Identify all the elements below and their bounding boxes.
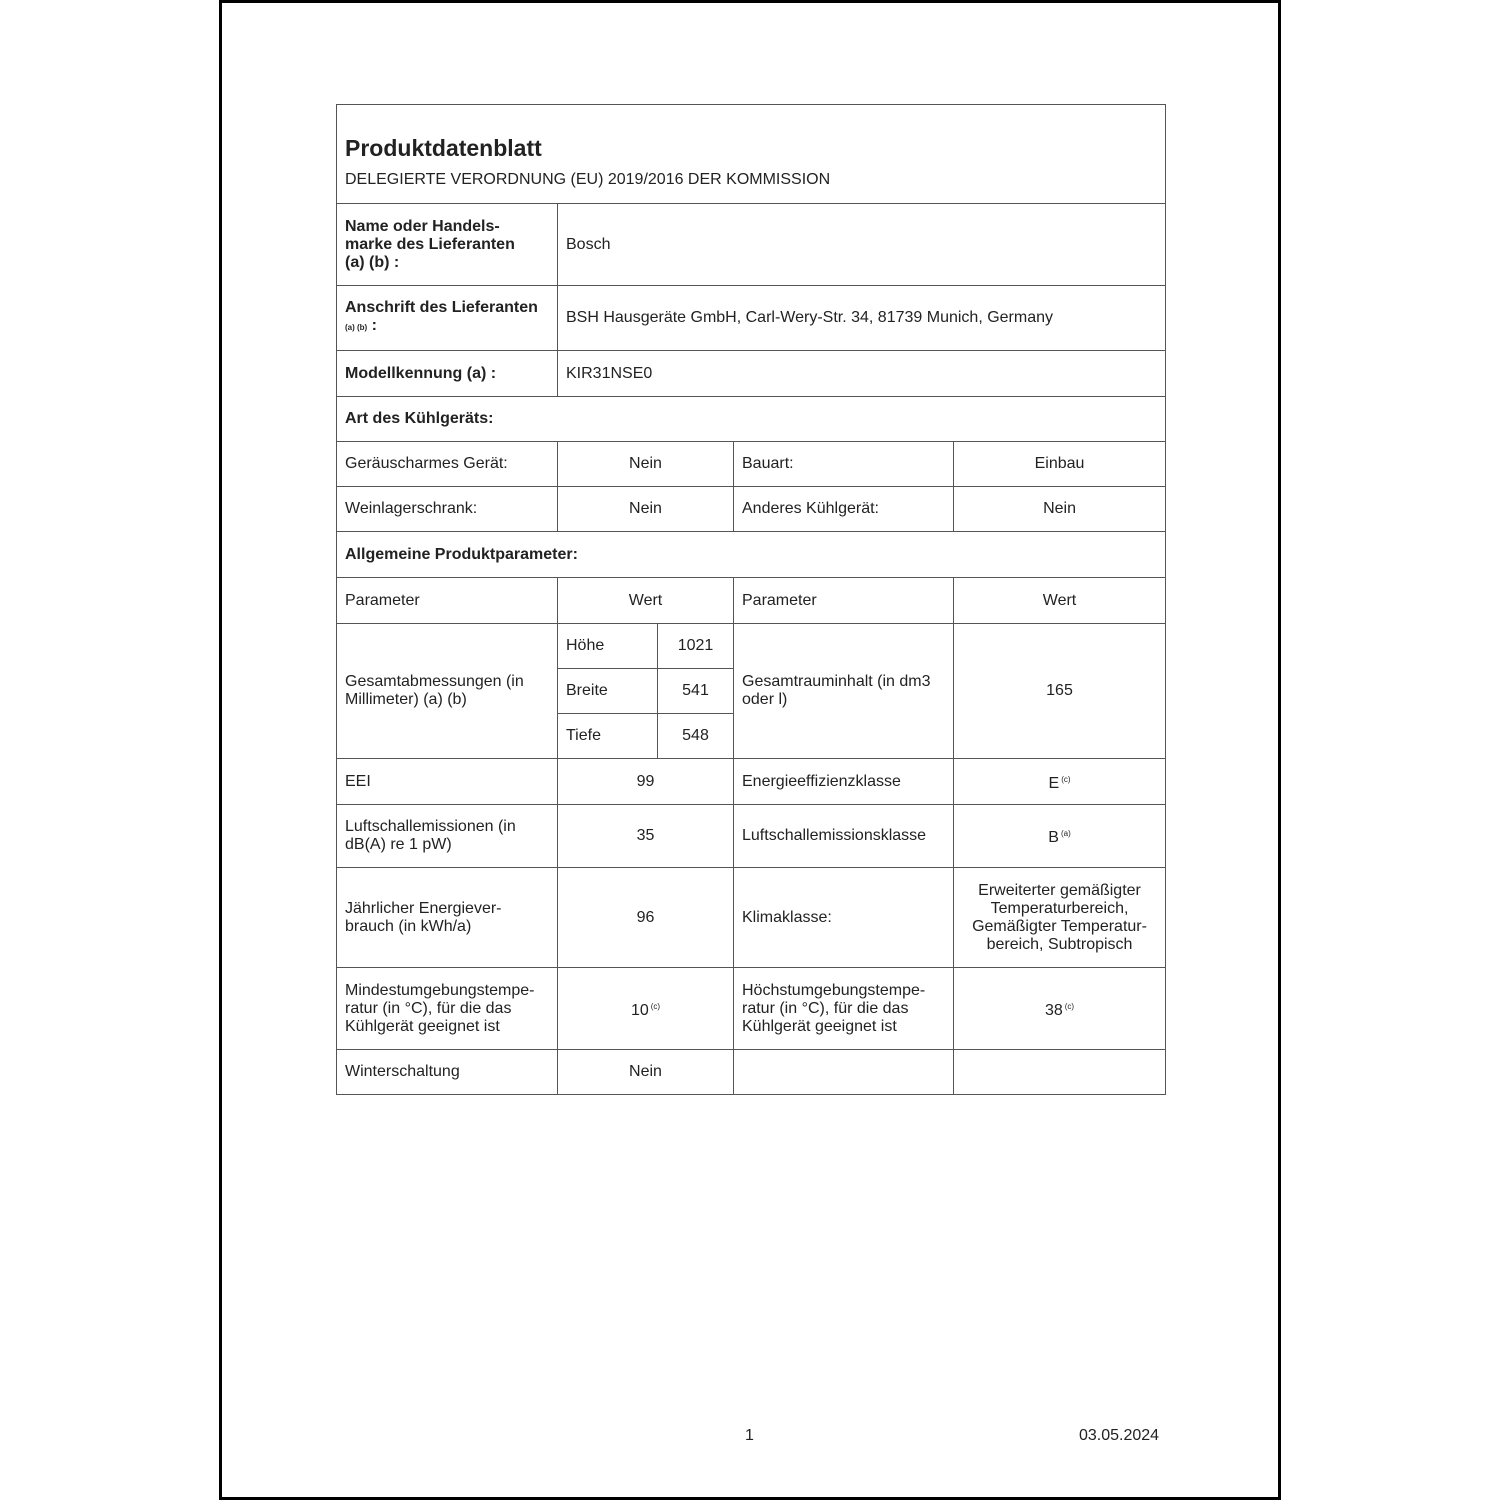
energy-class: E — [1048, 774, 1060, 792]
supplier-address-value: BSH Hausgeräte GmbH, Carl-Wery-Str. 34, 81739 Munich, Germany — [558, 286, 1166, 351]
page-title: Produktdatenblatt — [337, 105, 1166, 158]
value-line: bereich, Subtropisch — [986, 935, 1133, 953]
energy-consumption-label — [337, 868, 558, 968]
energy-class-label: Energieeffizienzklasse — [734, 759, 954, 805]
label-line: Name oder Handels- — [345, 217, 500, 235]
type-label: Anderes Kühlgerät: — [734, 487, 954, 532]
column-header: Parameter — [734, 578, 954, 624]
label-line: ratur (in °C), für die das — [345, 999, 512, 1017]
product-data-sheet — [336, 104, 1165, 1095]
noise-label — [337, 805, 558, 868]
noise-class: B — [1048, 829, 1059, 846]
min-temp-value — [558, 968, 734, 1050]
type-heading: Art des Kühlgeräts: — [337, 397, 1166, 442]
value-line: Gemäßigter Temperatur- — [972, 917, 1147, 935]
eei-value: 99 — [558, 759, 734, 805]
label-line: Höchstumgebungstempe- — [742, 981, 926, 999]
label-line: Luftschallemissionen (in — [345, 818, 516, 835]
dimension-value: 541 — [658, 669, 734, 714]
min-temp: 10 — [630, 1001, 649, 1019]
label-line: Mindestumgebungstempe- — [345, 981, 535, 999]
supplier-name-value: Bosch — [558, 204, 1166, 286]
type-value: Nein — [558, 442, 734, 487]
label-line: Gesamtabmessungen (in — [345, 673, 524, 690]
energy-class-value — [954, 759, 1166, 805]
type-label: Bauart: — [734, 442, 954, 487]
label-line: Anschrift des Lieferanten — [345, 299, 538, 316]
supplier-name-label — [337, 204, 558, 286]
dimensions-label — [337, 624, 558, 759]
supplier-address-label — [337, 286, 558, 351]
column-header: Parameter — [337, 578, 558, 624]
label-line: marke des Lieferanten — [345, 235, 515, 253]
document-date: 03.05.2024 — [1079, 1427, 1160, 1444]
empty-cell — [734, 1050, 954, 1095]
type-value: Nein — [954, 487, 1166, 532]
label-line: Millimeter) (a) (b) — [345, 691, 467, 708]
label-colon: : — [371, 317, 377, 334]
volume-value: 165 — [954, 624, 1166, 759]
dimension-label: Breite — [558, 669, 658, 714]
type-value: Nein — [558, 487, 734, 532]
label-line: Gesamtrauminhalt (in dm3 — [742, 673, 931, 690]
max-temp: 38 — [1044, 1001, 1063, 1019]
type-label: Weinlagerschrank: — [337, 487, 558, 532]
climate-class-label: Klimaklasse: — [734, 868, 954, 968]
model-label: Modellkennung (a) : — [337, 351, 558, 397]
climate-class-value — [954, 868, 1166, 968]
footnote-ref: (c) — [650, 1001, 661, 1011]
dimension-value: 1021 — [658, 624, 734, 669]
label-line: Kühlgerät geeignet ist — [742, 1017, 897, 1035]
max-temp-value — [954, 968, 1166, 1050]
column-header: Wert — [954, 578, 1166, 624]
dimension-value: 548 — [658, 714, 734, 759]
label-line: dB(A) re 1 pW) — [345, 836, 452, 853]
min-temp-label — [337, 968, 558, 1050]
volume-label — [734, 624, 954, 759]
noise-value: 35 — [558, 805, 734, 868]
noise-class-label: Luftschallemissionsklasse — [734, 805, 954, 868]
page-number: 1 — [745, 1427, 754, 1444]
footnote-ref: (c) — [1061, 774, 1071, 784]
eei-label: EEI — [337, 759, 558, 805]
type-value: Einbau — [954, 442, 1166, 487]
label-line: Kühlgerät geeignet ist — [345, 1017, 500, 1035]
column-header: Wert — [558, 578, 734, 624]
dimension-label: Höhe — [558, 624, 658, 669]
regulation-subtitle: DELEGIERTE VERORDNUNG (EU) 2019/2016 DER KOMMISSION — [337, 157, 1166, 204]
label-line: (a) (b) : — [345, 253, 400, 271]
model-value: KIR31NSE0 — [558, 351, 1166, 397]
footnote-ref: (a) — [1060, 829, 1071, 838]
max-temp-label — [734, 968, 954, 1050]
data-table — [336, 104, 1166, 1095]
value-line: Temperaturbereich, — [990, 899, 1129, 917]
label-line: brauch (in kWh/a) — [345, 917, 472, 935]
empty-cell — [954, 1050, 1166, 1095]
noise-class-value — [954, 805, 1166, 868]
footnote-ref: (c) — [1064, 1001, 1075, 1011]
type-label: Geräuscharmes Gerät: — [337, 442, 558, 487]
footnote-ref: (a) (b) — [345, 323, 368, 332]
general-heading: Allgemeine Produktparameter: — [337, 532, 1166, 578]
winter-mode-label: Winterschaltung — [337, 1050, 558, 1095]
value-line: Erweiterter gemäßigter — [978, 881, 1141, 899]
label-line: oder l) — [742, 691, 788, 708]
label-line: Jährlicher Energiever- — [345, 899, 502, 917]
energy-consumption-value: 96 — [558, 868, 734, 968]
dimension-label: Tiefe — [558, 714, 658, 759]
label-line: ratur (in °C), für die das — [742, 999, 909, 1017]
winter-mode-value: Nein — [558, 1050, 734, 1095]
